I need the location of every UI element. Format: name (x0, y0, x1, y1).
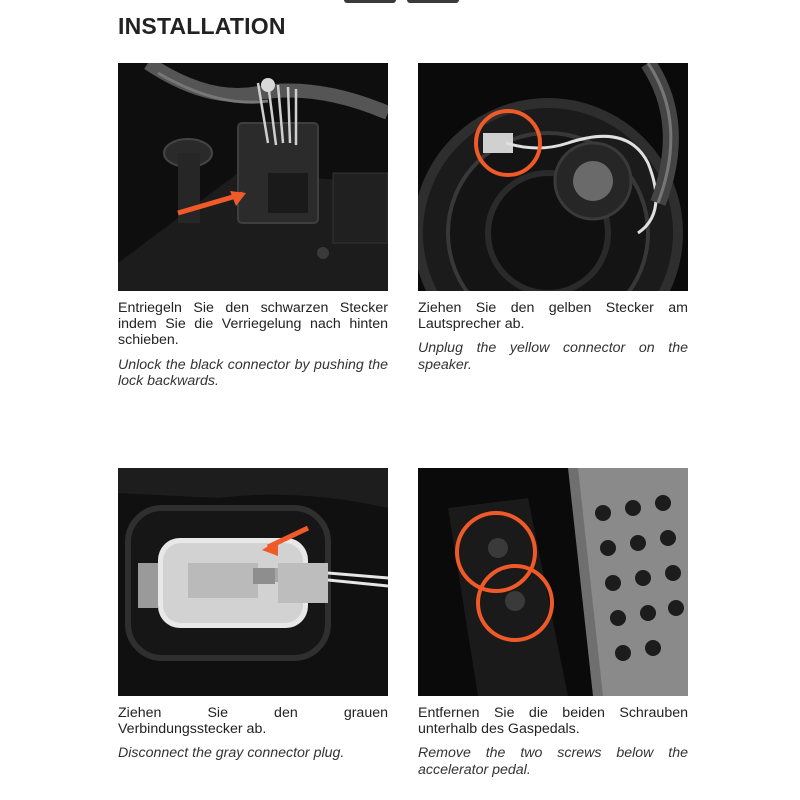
step-3-text-en: Disconnect the gray connector plug. (118, 745, 345, 762)
step-4-text-de: Entfernen Sie die beiden Schrauben unterhalb des Gaspedals. (418, 705, 688, 738)
gray-connector-plug-photo (118, 468, 388, 696)
step-4-text-en: Remove the two screws below the accelerator pedal. (418, 745, 688, 778)
step-1-text-en: Unlock the black connector by pushing the lock backwards. (118, 356, 388, 389)
step-1 (118, 63, 388, 389)
speaker-connector-photo (418, 63, 688, 291)
step-4 (418, 468, 688, 778)
page-title: INSTALLATION (118, 13, 286, 39)
step-3 (118, 468, 388, 762)
top-nav-button-right[interactable] (407, 0, 459, 3)
step-2-text-de: Ziehen Sie den gelben Stecker am Lautsprecher ab. (418, 300, 688, 333)
step-3-text-de: Ziehen Sie den grauen Verbindungsstecker ab. (118, 705, 388, 738)
black-connector-photo (118, 63, 388, 291)
step-1-text-de: Entriegeln Sie den schwarzen Stecker indem Sie die Verriegelung nach hinten schieben. (118, 300, 388, 349)
step-2 (418, 63, 688, 373)
step-2-text-en: Unplug the yellow connector on the speaker. (418, 340, 688, 373)
top-nav-button-left[interactable] (344, 0, 396, 3)
accelerator-pedal-screws-photo (418, 468, 688, 696)
